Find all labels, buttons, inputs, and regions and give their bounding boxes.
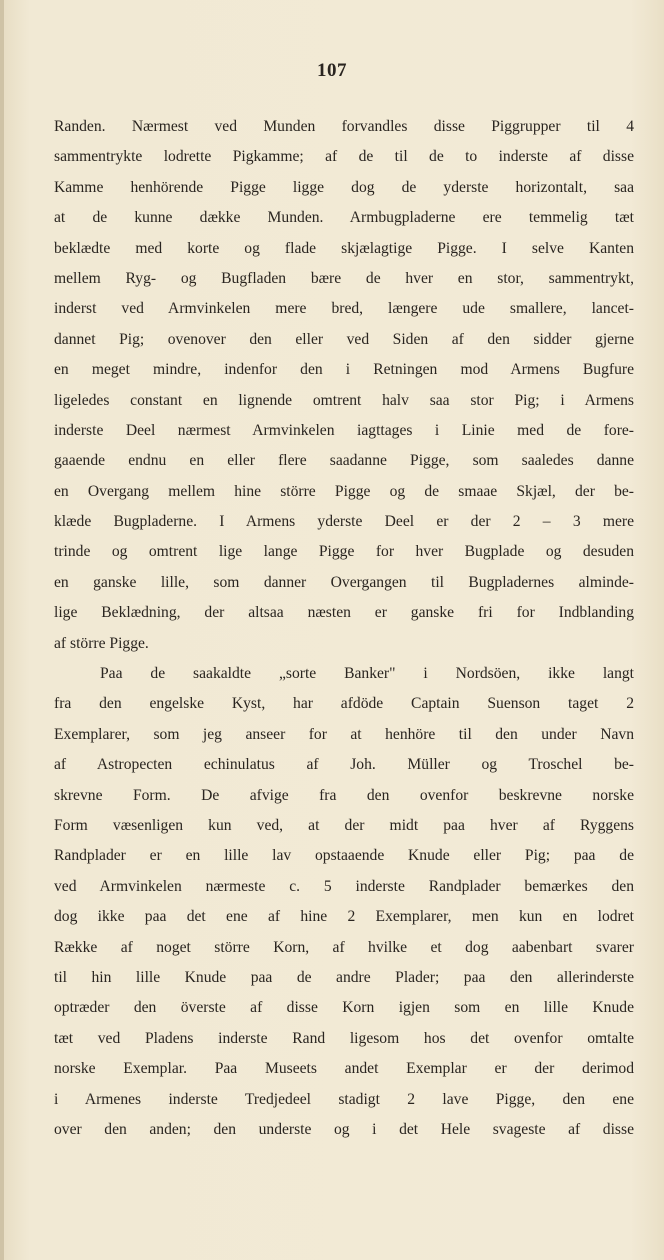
text-line: dannet Pig; ovenover den eller ved Siden af den sidder gjerne	[54, 330, 634, 348]
text-line: trinde og omtrent lige lange Pigge for hver Bugplade og desuden	[54, 543, 634, 561]
text-line: optræder den överste af disse Korn igjen som en lille Knude	[54, 999, 634, 1017]
paragraph-start-line: Paa de saakaldte „sorte Banker" i Nordsöen, ikke langt	[100, 665, 634, 683]
text-line: norske Exemplar. Paa Museets andet Exemplar er der derimod	[54, 1060, 634, 1078]
text-line: over den anden; den underste og i det Hele svageste af disse	[54, 1120, 634, 1138]
text-line: en Overgang mellem hine större Pigge og de smaae Skjæl, der be-	[54, 482, 634, 500]
page-number: 107	[317, 60, 347, 81]
text-line: ved Armvinkelen nærmeste c. 5 inderste Randplader bemærkes den	[54, 877, 634, 895]
text-line: Randplader er en lille lav opstaaende Knude eller Pig; paa de	[54, 847, 634, 865]
text-line: dog ikke paa det ene af hine 2 Exemplarer, men kun en lodret	[54, 908, 634, 926]
text-line: Exemplarer, som jeg anseer for at henhöre til den under Navn	[54, 725, 634, 743]
text-line: Randen. Nærmest ved Munden forvandles disse Piggrupper til 4	[54, 118, 634, 135]
text-line: skrevne Form. De afvige fra den ovenfor beskrevne norske	[54, 786, 634, 804]
body-text	[54, 112, 634, 1145]
text-line: fra den engelske Kyst, har afdöde Captain Suenson taget 2	[54, 695, 634, 713]
text-line: af Astropecten echinulatus af Joh. Müller og Troschel be-	[54, 756, 634, 774]
text-line: mellem Ryg- og Bugfladen bære de hver en stor, sammentrykt,	[54, 269, 634, 287]
text-line: klæde Bugpladerne. I Armens yderste Deel er der 2 – 3 mere	[54, 513, 634, 531]
text-line: Række af noget större Korn, af hvilke et dog aabenbart svarer	[54, 938, 634, 956]
text-line: inderste Deel nærmest Armvinkelen iagttages i Linie med de fore-	[54, 421, 634, 439]
text-line: at de kunne dække Munden. Armbugpladerne ere temmelig tæt	[54, 209, 634, 227]
text-line: til hin lille Knude paa de andre Plader; paa den allerinderste	[54, 968, 634, 986]
text-line: ligeledes constant en lignende omtrent halv saa stor Pig; i Armens	[54, 391, 634, 409]
text-line: en meget mindre, indenfor den i Retningen mod Armens Bugfure	[54, 361, 634, 379]
paragraph-end-line: af större Pigge.	[54, 634, 149, 652]
text-line: sammentrykte lodrette Pigkamme; af de til de to inderste af disse	[54, 148, 634, 166]
text-line: Kamme henhörende Pigge ligge dog de yderste horizontalt, saa	[54, 178, 634, 196]
text-line: beklædte med korte og flade skjælagtige Pigge. I selve Kanten	[54, 239, 634, 257]
page-edge	[0, 0, 4, 1260]
text-line: gaaende endnu en eller flere saadanne Pigge, som saaledes danne	[54, 452, 634, 470]
text-line: tæt ved Pladens inderste Rand ligesom hos det ovenfor omtalte	[54, 1029, 634, 1047]
text-line: en ganske lille, som danner Overgangen til Bugpladernes alminde-	[54, 573, 634, 591]
text-line: inderst ved Armvinkelen mere bred, længere ude smallere, lancet-	[54, 300, 634, 318]
text-line: i Armenes inderste Tredjedeel stadigt 2 lave Pigge, den ene	[54, 1090, 634, 1108]
text-line: lige Beklædning, der altsaa næsten er ganske fri for Indblanding	[54, 604, 634, 622]
text-line: Form væsenligen kun ved, at der midt paa hver af Ryggens	[54, 816, 634, 834]
